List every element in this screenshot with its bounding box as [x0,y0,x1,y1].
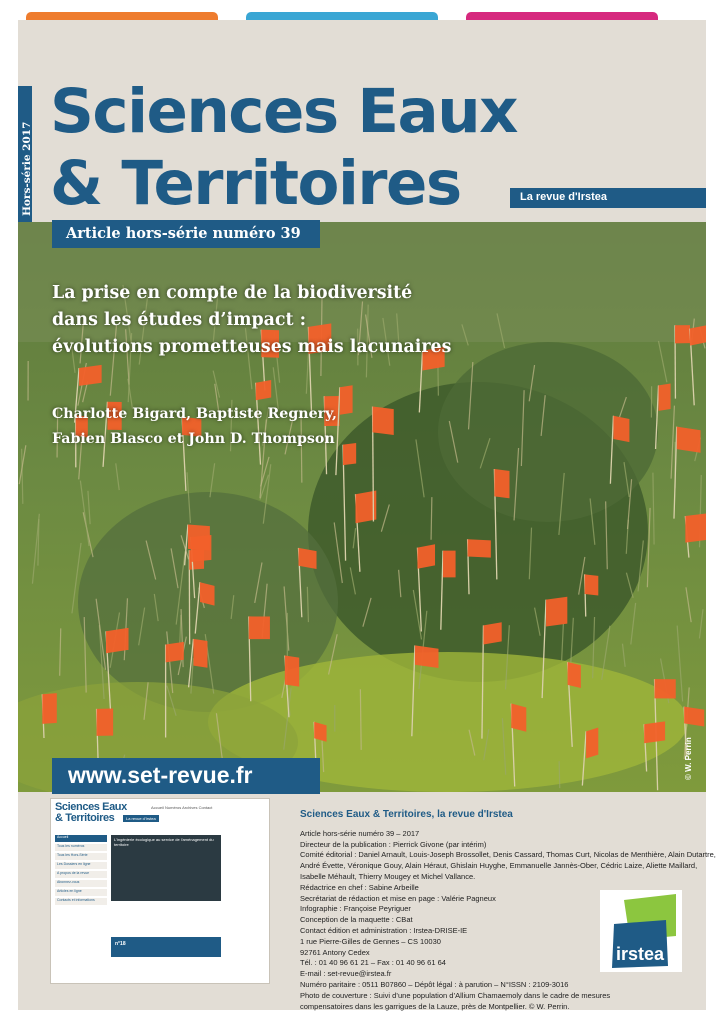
mini-title-line2: & Territoires [55,812,115,824]
flag-cloth [677,427,701,453]
mini-badge-bar [111,937,221,957]
flag-cloth [200,582,215,605]
website-thumbnail [50,798,270,984]
grass-blade [360,689,361,750]
headline [52,280,522,361]
colophon-line: Secrétariat de rédaction et mise en page : Valérie Pagneux [300,893,496,903]
flag-cloth [415,645,439,668]
flag-cloth [188,525,210,551]
authors-line: Fabien Blasco et John D. Thompson [52,431,335,447]
mini-feature-title: L'ingénierie écologique au service de l'aménagement du territoire [114,837,214,847]
masthead [18,20,706,222]
flag-cloth [675,325,690,343]
irstea-logo-text: irstea [615,944,665,964]
mini-nav: Accueil Numéros Archives Contact [151,805,213,810]
flag-cloth [586,728,598,759]
flag-cloth [373,406,394,435]
colophon-line: E-mail : set-revue@irstea.fr [300,969,392,979]
article-tag: Article hors-série numéro 39 [52,220,320,248]
colophon-line: Comité éditorial : Daniel Arnault, Louis-Joseph Brossollet, Denis Cassard, Thomas Curt, Nicolas de Menthière, Alain Dutartre, [300,850,716,860]
colophon-line: Directeur de la publication : Pierrick Givone (par intérim) [300,839,487,849]
flag-cloth [97,709,114,736]
journal-title-line2: & Territoires [50,148,461,219]
flag-cloth [256,380,271,400]
mini-sidebar-item: Contacts et informations [55,898,107,905]
flag-cloth [193,639,207,668]
authors [52,402,337,452]
mini-sidebar-item: Les Dossiers en ligne [55,862,107,869]
colophon-line: Isabelle Méhault, Thierry Mougey et Michel Vallance. [300,871,476,881]
mini-sidebar-item: Tous les numéros [55,844,107,851]
irstea-logo-mark [600,890,682,972]
colophon-line: André Évette, Véronique Gouy, Alain Héraut, Ghislain Huyghe, Emmanuelle Jannès-Ober, Cédric Laize, Aliette Maillard, [300,861,698,871]
flag-cloth [340,385,353,415]
grass-blade [431,497,432,540]
flag-cloth [299,548,317,569]
flag-cloth [79,365,102,386]
authors-line: Charlotte Bigard, Baptiste Regnery, [52,406,337,422]
photo-credit: © W. Perrin [684,737,693,780]
flag-cloth [685,513,706,542]
colophon-line: 1 rue Pierre-Gilles de Gennes – CS 10030 [300,936,441,946]
colophon-line: Article hors-série numéro 39 – 2017 [300,828,420,838]
mini-sidebar-item: A propos de la revue [55,871,107,878]
flag-cloth [314,722,326,742]
mini-sidebar-item: Accueil [55,835,107,842]
mini-feature [111,835,221,901]
colophon-line: Photo de couverture : Suivi d’une population d’Allium Chamaemoly dans le cadre de mesures [300,990,611,1000]
colophon-line: compensatoires dans les garrigues de la Lauze, près de Montpellier. © W. Perrin. [300,1001,570,1011]
mini-sidebar-item: Tous les Hors-Série [55,853,107,860]
series-label: Hors-série 2017 [21,121,33,216]
flag-cloth [106,628,129,653]
flag-cloth [585,574,599,595]
flag-cloth [494,469,509,498]
flag-cloth [343,443,356,465]
mini-sidebar-item: Abonnez-vous [55,880,107,887]
flag-cloth [613,416,629,442]
colophon-line: Numéro paritaire : 0511 B07860 – Dépôt légal : à parution – N°ISSN : 2109-3016 [300,979,569,989]
mini-sidebar [55,835,107,907]
flag-cloth [443,551,456,578]
website-link[interactable]: www.set-revue.fr [52,758,320,794]
cover-page [18,20,716,1011]
colophon-line: Contact édition et administration : Irstea-DRISE-IE [300,925,468,935]
colophon-line: Conception de la maquette : CBat [300,915,413,925]
flag-cloth [644,721,665,743]
colophon-line: Rédactrice en chef : Sabine Arbeille [300,882,419,892]
mini-badge: n°18 [115,941,126,947]
flag-cloth [468,539,491,557]
flag-cloth [417,544,435,568]
colophon-line: Infographie : Françoise Peyriguer [300,904,411,914]
flag-cloth [659,384,671,411]
mini-title-line1: Sciences Eaux [55,801,127,813]
flag-cloth [166,642,184,662]
flag-cloth [249,616,270,639]
mini-tagline: La revue d'Irstea [123,815,159,822]
flag-cloth [285,655,299,686]
flag-cloth [546,597,567,627]
irstea-logo [600,890,682,972]
flag-cloth [42,693,56,724]
mini-sidebar-item: Articles en ligne [55,889,107,896]
headline-line: évolutions prometteuses mais lacunaires [52,337,452,357]
flag-cloth [655,679,676,698]
journal-title-line1: Sciences Eaux [50,76,517,147]
headline-line: dans les études d’impact : [52,310,306,330]
flag-cloth [568,662,581,688]
grass-blade [559,761,560,788]
flag-cloth [511,704,526,732]
flag-cloth [684,707,704,727]
colophon-line: Tél. : 01 40 96 61 21 – Fax : 01 40 96 61 64 [300,958,446,968]
colophon-heading: Sciences Eaux & Territoires, la revue d'Irstea [300,809,513,820]
headline-line: La prise en compte de la biodiversité [52,283,413,303]
flag-cloth [483,622,501,644]
tagline-bar: La revue d'Irstea [510,188,706,208]
colophon-line: 92761 Antony Cedex [300,947,370,957]
